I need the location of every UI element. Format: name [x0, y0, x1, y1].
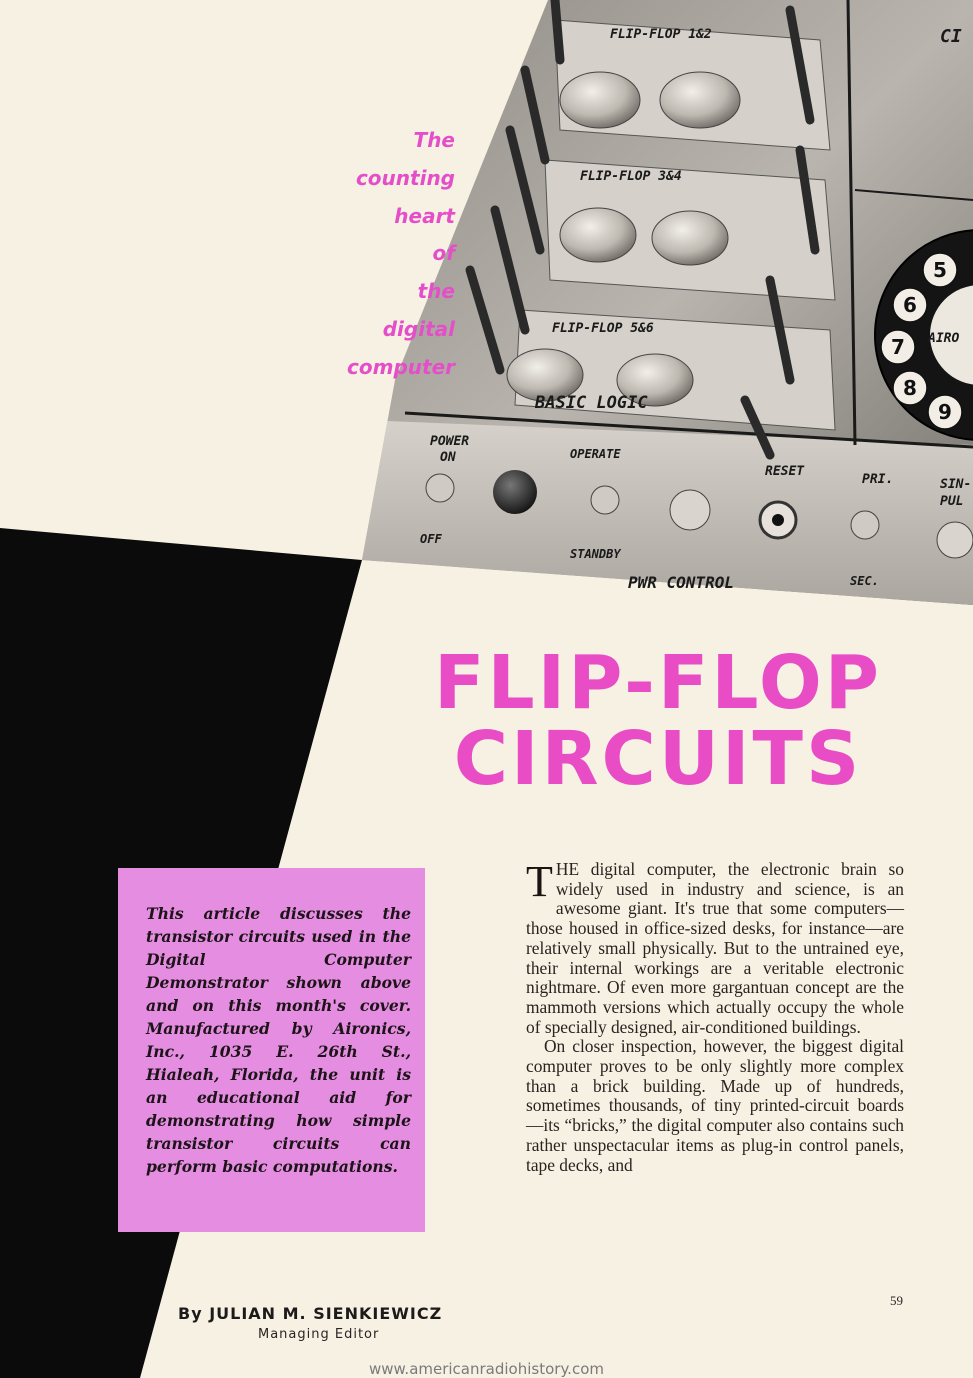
tagline-line: heart [394, 203, 455, 228]
dial-digit: 8 [903, 376, 917, 400]
tagline-line: the [417, 279, 455, 304]
footer-url: www.americanradiohistory.com [369, 1360, 604, 1378]
tagline [347, 122, 455, 387]
label-standby: STANDBY [570, 547, 621, 561]
sidebar-text: This article discusses the transistor circuits used in the Digital Computer Demonstrator shown above and on this month's cover. Manufactured by Aironics, Inc., 1035 E. 26th St., Hialeah, Florida, the unit is an educational aid for demonstrating how simple transistor circuits can perform basic computations. [146, 904, 411, 1176]
headline-line-1: FLIP-FLOP [433, 640, 883, 726]
tagline-line: counting [355, 165, 455, 190]
label-pri: PRI. [862, 472, 894, 487]
dial-digit: 9 [938, 400, 952, 424]
label-flip-flop-3-4: FLIP-FLOP 3&4 [580, 169, 682, 184]
label-ci: CI [940, 26, 962, 47]
article-body [526, 857, 904, 1175]
label-flip-flop-5-6: FLIP-FLOP 5&6 [552, 321, 654, 336]
body-paragraph-2: On closer inspection, however, the biggest digital computer proves to be only slightly more complex than a brick building. Made up of hundreds, sometimes thousands, of tiny printed-circuit boards —its “bricks,” the digital computer also contains such rather unspectacular items as plug-in control panels, tape decks, and [526, 1036, 904, 1175]
label-pul: PUL [940, 494, 964, 509]
label-sin: SIN- [940, 477, 972, 492]
drop-cap: T [526, 857, 553, 906]
intro-sidebar-box [118, 868, 425, 1232]
tagline-line: computer [347, 354, 455, 379]
label-flip-flop-1-2: FLIP-FLOP 1&2 [610, 27, 712, 42]
body-paragraph-1-text: HE digital computer, the electronic brain so widely used in industry and science, is an awesome giant. It's true that some computers—those housed in office-sized desks, for instance—are relatively small physically. But to the untrained eye, their internal workings are a veritable electronic nightmare. Of even more gargantuan concept are the mammoth versions which actually occupy the whole of specially designed, air-conditioned buildings. [526, 859, 904, 1037]
label-power: POWER [430, 434, 470, 449]
label-pwr-control: PWR CONTROL [628, 573, 734, 592]
dial-digit: 6 [903, 293, 917, 317]
label-sec: SEC. [850, 574, 879, 588]
dial-digit: 7 [891, 335, 905, 359]
author-byline: By JULIAN M. SIENKIEWICZ [178, 1304, 443, 1323]
label-airo: AIRO [928, 331, 960, 346]
tagline-line: of [432, 241, 455, 266]
label-on: ON [440, 450, 456, 465]
label-off: OFF [420, 532, 442, 546]
label-basic-logic: BASIC LOGIC [535, 393, 648, 413]
tagline-line: digital [382, 316, 455, 341]
body-paragraph-1 [526, 857, 904, 1037]
label-operate: OPERATE [570, 447, 621, 461]
author-role: Managing Editor [258, 1327, 380, 1342]
headline-line-2: CIRCUITS [453, 716, 863, 802]
article-headline [418, 640, 898, 802]
label-reset: RESET [765, 464, 805, 479]
page-number: 59 [890, 1293, 903, 1308]
dial-digit: 5 [933, 258, 947, 282]
tagline-line: The [413, 128, 455, 152]
